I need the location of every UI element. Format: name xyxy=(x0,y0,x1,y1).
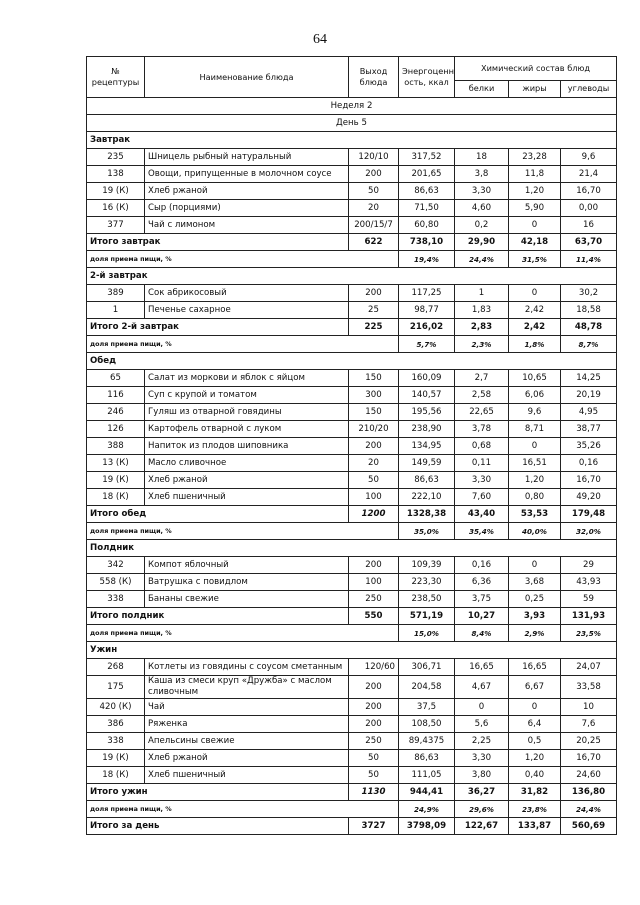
carbs: 20,19 xyxy=(561,387,617,404)
fats: 0 xyxy=(509,557,561,574)
total-value: 2,42 xyxy=(509,319,561,336)
carbs: 33,58 xyxy=(561,676,617,699)
yield: 20 xyxy=(349,200,399,217)
total-value: 3,93 xyxy=(509,608,561,625)
section-title-row xyxy=(87,132,617,149)
share-value: 2,9% xyxy=(509,625,561,642)
dish-name: Чай с лимоном xyxy=(145,217,349,234)
proteins: 6,36 xyxy=(455,574,509,591)
share-label: доля приема пищи, % xyxy=(87,251,399,268)
proteins: 3,78 xyxy=(455,421,509,438)
table-row xyxy=(87,750,617,767)
table-row xyxy=(87,149,617,166)
dish-name: Котлеты из говядины с соусом сметанным xyxy=(145,659,349,676)
yield: 150 xyxy=(349,404,399,421)
day-total-value: 560,69 xyxy=(561,818,617,835)
dish-name: Чай xyxy=(145,699,349,716)
header-energy: Энергоценн ость, ккал xyxy=(399,57,455,98)
day-total-value: 3798,09 xyxy=(399,818,455,835)
yield: 100 xyxy=(349,489,399,506)
dish-name: Компот яблочный xyxy=(145,557,349,574)
total-value: 131,93 xyxy=(561,608,617,625)
total-value: 2,83 xyxy=(455,319,509,336)
header-composition: Химический состав блюд xyxy=(455,57,617,81)
recipe-no: 268 xyxy=(87,659,145,676)
table-row xyxy=(87,370,617,387)
share-value: 24,9% xyxy=(399,801,455,818)
dish-name: Ватрушка с повидлом xyxy=(145,574,349,591)
share-value: 35,0% xyxy=(399,523,455,540)
fats: 16,51 xyxy=(509,455,561,472)
dish-name: Хлеб пшеничный xyxy=(145,489,349,506)
yield: 200 xyxy=(349,716,399,733)
day-label: День 5 xyxy=(87,115,617,132)
yield: 250 xyxy=(349,733,399,750)
energy: 160,09 xyxy=(399,370,455,387)
share-value: 32,0% xyxy=(561,523,617,540)
proteins: 0,16 xyxy=(455,557,509,574)
total-value: 48,78 xyxy=(561,319,617,336)
proteins: 3,8 xyxy=(455,166,509,183)
total-value: 944,41 xyxy=(399,784,455,801)
energy: 111,05 xyxy=(399,767,455,784)
recipe-no: 19 (К) xyxy=(87,472,145,489)
energy: 223,30 xyxy=(399,574,455,591)
section-title-row xyxy=(87,642,617,659)
share-value: 15,0% xyxy=(399,625,455,642)
recipe-no: 1 xyxy=(87,302,145,319)
proteins: 0 xyxy=(455,699,509,716)
recipe-no: 138 xyxy=(87,166,145,183)
section-title: 2-й завтрак xyxy=(87,268,617,285)
energy: 108,50 xyxy=(399,716,455,733)
total-value: 29,90 xyxy=(455,234,509,251)
yield: 200 xyxy=(349,438,399,455)
total-value: 1200 xyxy=(349,506,399,523)
header-carbs: углеводы xyxy=(561,80,617,97)
proteins: 3,30 xyxy=(455,183,509,200)
proteins: 3,30 xyxy=(455,750,509,767)
total-label: Итого ужин xyxy=(87,784,349,801)
dish-name: Хлеб ржаной xyxy=(145,472,349,489)
yield: 200 xyxy=(349,557,399,574)
proteins: 7,60 xyxy=(455,489,509,506)
energy: 306,71 xyxy=(399,659,455,676)
menu-table xyxy=(86,56,617,835)
fats: 16,65 xyxy=(509,659,561,676)
table-row xyxy=(87,285,617,302)
dish-name: Апельсины свежие xyxy=(145,733,349,750)
energy: 134,95 xyxy=(399,438,455,455)
total-label: Итого завтрак xyxy=(87,234,349,251)
page-number: 64 xyxy=(313,32,327,47)
table-row xyxy=(87,733,617,750)
proteins: 3,75 xyxy=(455,591,509,608)
total-value: 36,27 xyxy=(455,784,509,801)
total-value: 31,82 xyxy=(509,784,561,801)
total-label: Итого полдник xyxy=(87,608,349,625)
recipe-no: 116 xyxy=(87,387,145,404)
energy: 98,77 xyxy=(399,302,455,319)
day-total-value: 133,87 xyxy=(509,818,561,835)
dish-name: Масло сливочное xyxy=(145,455,349,472)
table-row xyxy=(87,767,617,784)
week-label: Неделя 2 xyxy=(87,98,617,115)
total-value: 53,53 xyxy=(509,506,561,523)
share-value: 40,0% xyxy=(509,523,561,540)
proteins: 4,60 xyxy=(455,200,509,217)
header-yield: Выход блюда xyxy=(349,57,399,98)
proteins: 22,65 xyxy=(455,404,509,421)
proteins: 0,2 xyxy=(455,217,509,234)
total-value: 1328,38 xyxy=(399,506,455,523)
energy: 60,80 xyxy=(399,217,455,234)
fats: 8,71 xyxy=(509,421,561,438)
share-label: доля приема пищи, % xyxy=(87,625,399,642)
yield: 100 xyxy=(349,574,399,591)
header-proteins: белки xyxy=(455,80,509,97)
share-row xyxy=(87,251,617,268)
dish-name: Хлеб пшеничный xyxy=(145,767,349,784)
carbs: 9,6 xyxy=(561,149,617,166)
yield: 210/20 xyxy=(349,421,399,438)
yield: 200/15/7 xyxy=(349,217,399,234)
fats: 0,80 xyxy=(509,489,561,506)
table-row xyxy=(87,404,617,421)
fats: 5,90 xyxy=(509,200,561,217)
carbs: 16 xyxy=(561,217,617,234)
energy: 89,4375 xyxy=(399,733,455,750)
total-value: 1130 xyxy=(349,784,399,801)
recipe-no: 18 (К) xyxy=(87,767,145,784)
section-title: Обед xyxy=(87,353,617,370)
dish-name: Овощи, припущенные в молочном соусе xyxy=(145,166,349,183)
share-value: 5,7% xyxy=(399,336,455,353)
total-value: 225 xyxy=(349,319,399,336)
share-value: 24,4% xyxy=(561,801,617,818)
dish-name: Суп с крупой и томатом xyxy=(145,387,349,404)
fats: 0 xyxy=(509,699,561,716)
dish-name: Печенье сахарное xyxy=(145,302,349,319)
total-row xyxy=(87,319,617,336)
fats: 23,28 xyxy=(509,149,561,166)
carbs: 29 xyxy=(561,557,617,574)
share-value: 8,7% xyxy=(561,336,617,353)
proteins: 5,6 xyxy=(455,716,509,733)
dish-name: Бананы свежие xyxy=(145,591,349,608)
share-label: доля приема пищи, % xyxy=(87,336,399,353)
share-value: 24,4% xyxy=(455,251,509,268)
recipe-no: 389 xyxy=(87,285,145,302)
carbs: 30,2 xyxy=(561,285,617,302)
yield: 120/60 xyxy=(349,659,399,676)
fats: 1,20 xyxy=(509,183,561,200)
carbs: 49,20 xyxy=(561,489,617,506)
carbs: 59 xyxy=(561,591,617,608)
yield: 50 xyxy=(349,183,399,200)
yield: 200 xyxy=(349,285,399,302)
yield: 200 xyxy=(349,699,399,716)
table-row xyxy=(87,217,617,234)
table-row xyxy=(87,421,617,438)
yield: 120/10 xyxy=(349,149,399,166)
yield: 200 xyxy=(349,166,399,183)
total-value: 136,80 xyxy=(561,784,617,801)
dish-name: Сыр (порциями) xyxy=(145,200,349,217)
total-row xyxy=(87,784,617,801)
share-value: 2,3% xyxy=(455,336,509,353)
energy: 222,10 xyxy=(399,489,455,506)
fats: 0 xyxy=(509,217,561,234)
fats: 0,25 xyxy=(509,591,561,608)
proteins: 0,11 xyxy=(455,455,509,472)
carbs: 21,4 xyxy=(561,166,617,183)
recipe-no: 235 xyxy=(87,149,145,166)
carbs: 20,25 xyxy=(561,733,617,750)
table-row xyxy=(87,716,617,733)
carbs: 16,70 xyxy=(561,750,617,767)
proteins: 1 xyxy=(455,285,509,302)
section-title-row xyxy=(87,353,617,370)
total-value: 738,10 xyxy=(399,234,455,251)
proteins: 3,30 xyxy=(455,472,509,489)
table-row xyxy=(87,183,617,200)
table-row xyxy=(87,200,617,217)
table-row xyxy=(87,676,617,699)
carbs: 0,16 xyxy=(561,455,617,472)
recipe-no: 342 xyxy=(87,557,145,574)
header-recipe-no: № рецептуры xyxy=(87,57,145,98)
fats: 0,40 xyxy=(509,767,561,784)
energy: 204,58 xyxy=(399,676,455,699)
total-value: 63,70 xyxy=(561,234,617,251)
share-value: 1,8% xyxy=(509,336,561,353)
recipe-no: 338 xyxy=(87,733,145,750)
section-title: Завтрак xyxy=(87,132,617,149)
yield: 300 xyxy=(349,387,399,404)
total-value: 550 xyxy=(349,608,399,625)
fats: 1,20 xyxy=(509,750,561,767)
carbs: 10 xyxy=(561,699,617,716)
yield: 50 xyxy=(349,750,399,767)
energy: 86,63 xyxy=(399,750,455,767)
table-row xyxy=(87,659,617,676)
day-total-value: 122,67 xyxy=(455,818,509,835)
dish-name: Хлеб ржаной xyxy=(145,183,349,200)
recipe-no: 13 (К) xyxy=(87,455,145,472)
carbs: 14,25 xyxy=(561,370,617,387)
carbs: 16,70 xyxy=(561,472,617,489)
carbs: 43,93 xyxy=(561,574,617,591)
total-label: Итого 2-й завтрак xyxy=(87,319,349,336)
energy: 86,63 xyxy=(399,472,455,489)
dish-name: Напиток из плодов шиповника xyxy=(145,438,349,455)
total-value: 216,02 xyxy=(399,319,455,336)
table-row xyxy=(87,699,617,716)
table-row xyxy=(87,574,617,591)
table-row xyxy=(87,387,617,404)
fats: 2,42 xyxy=(509,302,561,319)
yield: 250 xyxy=(349,591,399,608)
carbs: 0,00 xyxy=(561,200,617,217)
recipe-no: 175 xyxy=(87,676,145,699)
fats: 6,67 xyxy=(509,676,561,699)
fats: 1,20 xyxy=(509,472,561,489)
yield: 20 xyxy=(349,455,399,472)
section-title-row xyxy=(87,268,617,285)
dish-name: Хлеб ржаной xyxy=(145,750,349,767)
energy: 117,25 xyxy=(399,285,455,302)
table-row xyxy=(87,455,617,472)
dish-name: Ряженка xyxy=(145,716,349,733)
energy: 317,52 xyxy=(399,149,455,166)
dish-name: Картофель отварной с луком xyxy=(145,421,349,438)
total-value: 10,27 xyxy=(455,608,509,625)
carbs: 24,60 xyxy=(561,767,617,784)
dish-name: Каша из смеси круп «Дружба» с маслом сливочным xyxy=(145,676,349,699)
recipe-no: 65 xyxy=(87,370,145,387)
energy: 37,5 xyxy=(399,699,455,716)
recipe-no: 420 (К) xyxy=(87,699,145,716)
energy: 201,65 xyxy=(399,166,455,183)
yield: 25 xyxy=(349,302,399,319)
share-value: 8,4% xyxy=(455,625,509,642)
total-row xyxy=(87,506,617,523)
energy: 149,59 xyxy=(399,455,455,472)
share-value: 23,8% xyxy=(509,801,561,818)
energy: 238,50 xyxy=(399,591,455,608)
header-fats: жиры xyxy=(509,80,561,97)
recipe-no: 377 xyxy=(87,217,145,234)
recipe-no: 388 xyxy=(87,438,145,455)
share-row xyxy=(87,801,617,818)
yield: 150 xyxy=(349,370,399,387)
section-title-row xyxy=(87,540,617,557)
yield: 50 xyxy=(349,472,399,489)
dish-name: Гуляш из отварной говядины xyxy=(145,404,349,421)
dish-name: Салат из моркови и яблок с яйцом xyxy=(145,370,349,387)
table-row xyxy=(87,166,617,183)
share-value: 29,6% xyxy=(455,801,509,818)
fats: 10,65 xyxy=(509,370,561,387)
total-row xyxy=(87,234,617,251)
proteins: 0,68 xyxy=(455,438,509,455)
fats: 0 xyxy=(509,285,561,302)
energy: 86,63 xyxy=(399,183,455,200)
carbs: 18,58 xyxy=(561,302,617,319)
share-value: 11,4% xyxy=(561,251,617,268)
yield: 200 xyxy=(349,676,399,699)
recipe-no: 386 xyxy=(87,716,145,733)
total-value: 571,19 xyxy=(399,608,455,625)
recipe-no: 18 (К) xyxy=(87,489,145,506)
proteins: 2,7 xyxy=(455,370,509,387)
share-value: 23,5% xyxy=(561,625,617,642)
table-row xyxy=(87,591,617,608)
table-row xyxy=(87,489,617,506)
carbs: 16,70 xyxy=(561,183,617,200)
energy: 195,56 xyxy=(399,404,455,421)
section-title: Ужин xyxy=(87,642,617,659)
energy: 109,39 xyxy=(399,557,455,574)
table-row xyxy=(87,557,617,574)
recipe-no: 19 (К) xyxy=(87,183,145,200)
carbs: 35,26 xyxy=(561,438,617,455)
fats: 0 xyxy=(509,438,561,455)
share-label: доля приема пищи, % xyxy=(87,523,399,540)
fats: 9,6 xyxy=(509,404,561,421)
total-label: Итого обед xyxy=(87,506,349,523)
dish-name: Шницель рыбный натуральный xyxy=(145,149,349,166)
fats: 6,4 xyxy=(509,716,561,733)
total-value: 42,18 xyxy=(509,234,561,251)
recipe-no: 126 xyxy=(87,421,145,438)
proteins: 16,65 xyxy=(455,659,509,676)
fats: 6,06 xyxy=(509,387,561,404)
carbs: 7,6 xyxy=(561,716,617,733)
energy: 238,90 xyxy=(399,421,455,438)
table-row xyxy=(87,302,617,319)
fats: 0,5 xyxy=(509,733,561,750)
day-total-value: 3727 xyxy=(349,818,399,835)
energy: 140,57 xyxy=(399,387,455,404)
fats: 11,8 xyxy=(509,166,561,183)
carbs: 4,95 xyxy=(561,404,617,421)
energy: 71,50 xyxy=(399,200,455,217)
proteins: 18 xyxy=(455,149,509,166)
share-row xyxy=(87,336,617,353)
day-total-row xyxy=(87,818,617,835)
proteins: 3,80 xyxy=(455,767,509,784)
recipe-no: 246 xyxy=(87,404,145,421)
share-label: доля приема пищи, % xyxy=(87,801,399,818)
carbs: 38,77 xyxy=(561,421,617,438)
total-value: 622 xyxy=(349,234,399,251)
share-value: 19,4% xyxy=(399,251,455,268)
table-row xyxy=(87,472,617,489)
share-row xyxy=(87,523,617,540)
recipe-no: 338 xyxy=(87,591,145,608)
recipe-no: 16 (К) xyxy=(87,200,145,217)
share-row xyxy=(87,625,617,642)
dish-name: Сок абрикосовый xyxy=(145,285,349,302)
share-value: 31,5% xyxy=(509,251,561,268)
total-value: 43,40 xyxy=(455,506,509,523)
recipe-no: 19 (К) xyxy=(87,750,145,767)
share-value: 35,4% xyxy=(455,523,509,540)
proteins: 1,83 xyxy=(455,302,509,319)
carbs: 24,07 xyxy=(561,659,617,676)
day-total-label: Итого за день xyxy=(87,818,349,835)
header-dish-name: Наименование блюда xyxy=(145,57,349,98)
proteins: 2,58 xyxy=(455,387,509,404)
recipe-no: 558 (К) xyxy=(87,574,145,591)
total-value: 179,48 xyxy=(561,506,617,523)
proteins: 4,67 xyxy=(455,676,509,699)
proteins: 2,25 xyxy=(455,733,509,750)
section-title: Полдник xyxy=(87,540,617,557)
total-row xyxy=(87,608,617,625)
table-row xyxy=(87,438,617,455)
fats: 3,68 xyxy=(509,574,561,591)
yield: 50 xyxy=(349,767,399,784)
